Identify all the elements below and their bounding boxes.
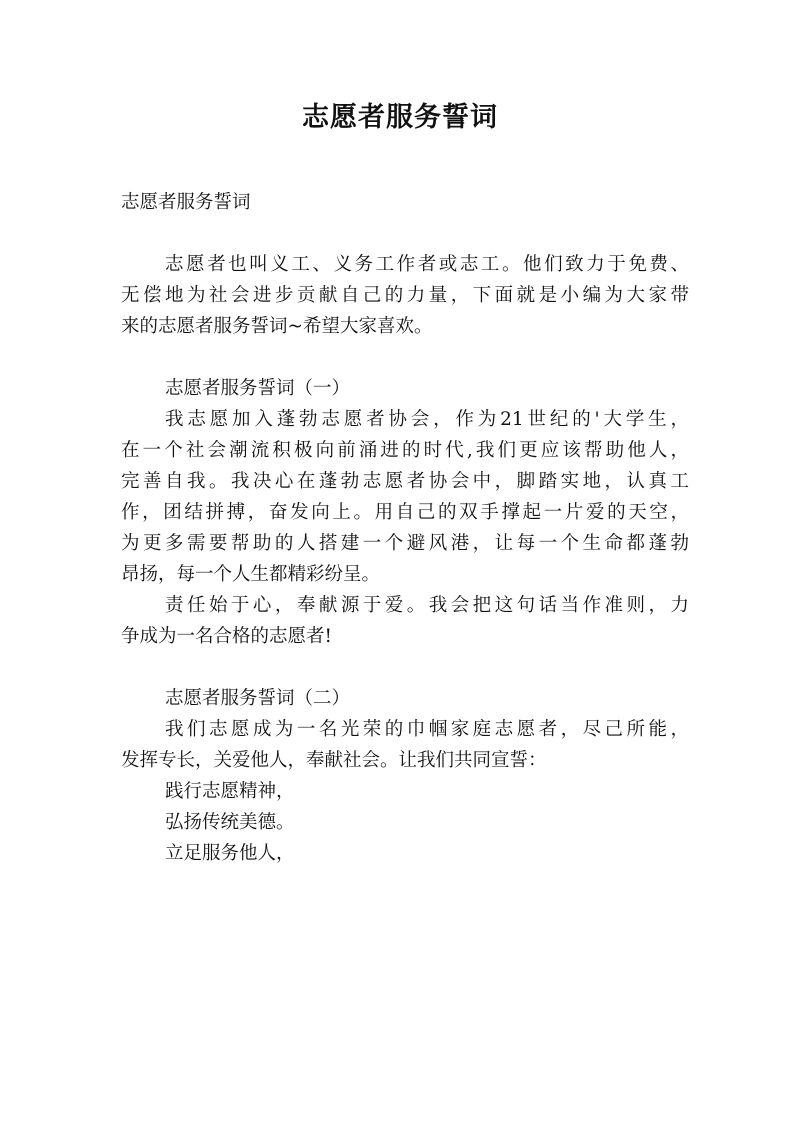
section1-line: 为更多需要帮助的人搭建一个避风港，让每一个生命都蓬勃 <box>121 533 689 554</box>
section1-line: 责任始于心，奉献源于爱。我会把这句话当作准则，力 <box>165 595 689 616</box>
intro-line: 来的志愿者服务誓词~希望大家喜欢。 <box>121 316 433 337</box>
section1-line: 昂扬，每一个人生都精彩纷呈。 <box>121 564 381 585</box>
oath-line: 立足服务他人， <box>165 843 295 864</box>
section2-line: 发挥专长，关爱他人，奉献社会。让我们共同宣誓： <box>121 750 547 771</box>
paragraph-gap <box>121 652 689 683</box>
section1-heading: 志愿者服务誓词（一） <box>165 378 351 399</box>
section2-heading: 志愿者服务誓词（二） <box>165 688 351 709</box>
paragraph-gap <box>121 342 689 373</box>
section2-line: 我们志愿成为一名光荣的巾帼家庭志愿者，尽己所能， <box>165 719 689 740</box>
section1-line: 完善自我。我决心在蓬勃志愿者协会中，脚踏实地，认真工 <box>121 471 689 492</box>
document-subtitle: 志愿者服务誓词 <box>121 192 251 213</box>
intro-line: 志愿者也叫义工、义务工作者或志工。他们致力于免费、 <box>165 254 689 275</box>
intro-line: 无偿地为社会进步贡献自己的力量，下面就是小编为大家带 <box>121 285 689 306</box>
section1-line: 我志愿加入蓬勃志愿者协会，作为21世纪的'大学生， <box>165 409 689 430</box>
document-body <box>121 187 689 869</box>
oath-line: 践行志愿精神， <box>165 781 295 802</box>
paragraph-gap <box>121 218 689 249</box>
section1-line: 在一个社会潮流积极向前涌进的时代,我们更应该帮助他人， <box>121 440 689 461</box>
section1-line: 争成为一名合格的志愿者! <box>121 626 332 647</box>
section1-line: 作，团结拼搏，奋发向上。用自己的双手撑起一片爱的天空， <box>121 502 689 523</box>
oath-line: 弘扬传统美德。 <box>165 812 295 833</box>
document-title: 志愿者服务誓词 <box>302 102 498 133</box>
